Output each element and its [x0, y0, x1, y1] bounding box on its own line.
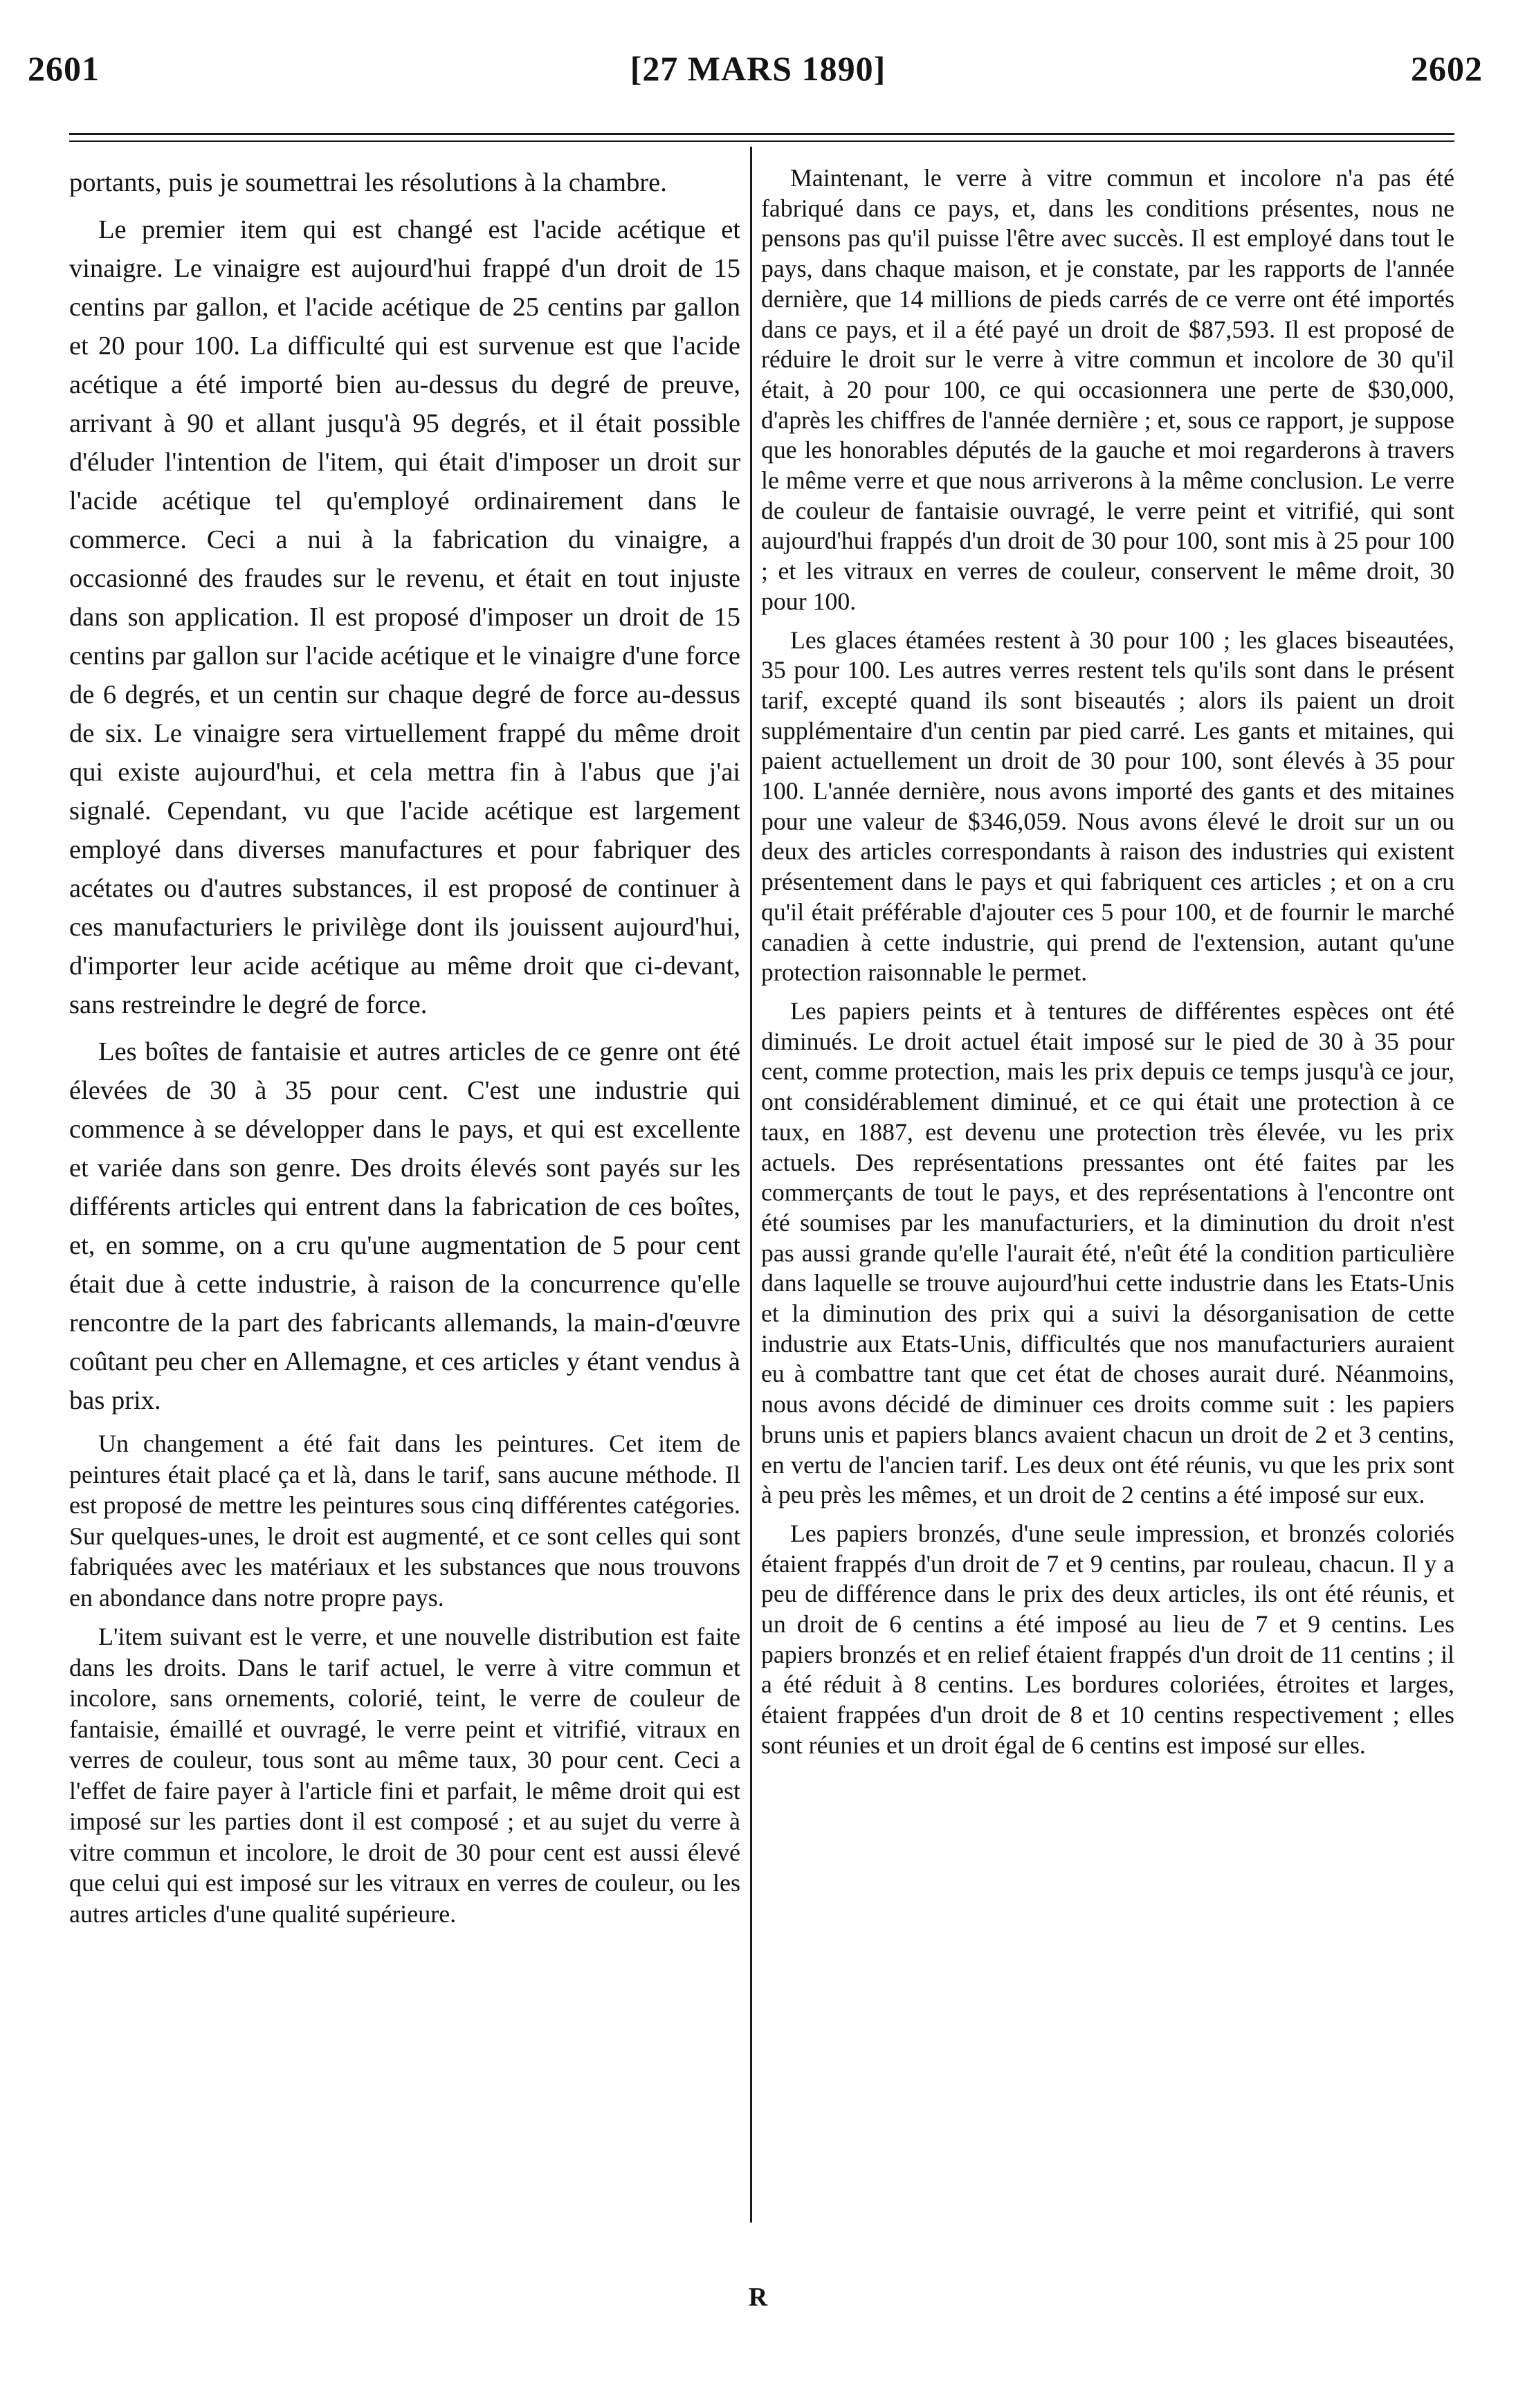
left-column — [69, 163, 740, 1937]
paragraph: Les papiers peints et à tentures de différentes espèces ont été diminués. Le droit actuel était imposé sur le pied de 30 à 35 pour cent, comme protection, mais les prix depuis ce temps jusqu'à ce jour, ont considérablement diminué, et ce qui était une protection à ce taux, en 1887, est devenu une protection très élevée, vu les prix actuels. Des représentations pressantes ont été faites par les commerçants de tout le pays, et des représentations à l'encontre ont été soumises par les manufacturiers, et la diminution du droit n'est pas aussi grande qu'elle l'aurait été, n'eût été la condition particulière dans laquelle se trouve aujourd'hui cette industrie dans les Etats-Unis et la diminution des prix qui a suivi la désorganisation de cette industrie aux Etats-Unis, difficultés que nos manufacturiers auraient eu à combattre tant que cet état de choses aurait duré. Néanmoins, nous avons décidé de diminuer ces droits comme suit : les papiers bruns unis et papiers blancs avaient chacun un droit de 2 et 3 centins, en vertu de l'ancien tarif. Les deux ont été réunis, vu que les prix sont à peu près les mêmes, et un droit de 2 centins a été imposé sur eux. — [761, 996, 1454, 1509]
right-column — [761, 163, 1454, 1769]
paragraph: Maintenant, le verre à vitre commun et incolore n'a pas été fabriqué dans ce pays, et, dans les conditions présentes, nous ne pensons pas qu'il puisse l'être avec succès. Il est employé dans tout le pays, dans chaque maison, et je constate, par les rapports de l'année dernière, que 14 millions de pieds carrés de ce verre ont été importés dans ce pays, et il a été payé un droit de $87,593. Il est proposé de réduire le droit sur le verre à vitre commun et incolore de 30 qu'il était, à 20 pour 100, ce qui occasionnera une perte de $30,000, d'après les chiffres de l'année dernière ; et, sous ce rapport, je suppose que les honorables députés de la gauche et moi regarderons à travers le même verre et que nous arriverons à la même conclusion. Le verre de couleur de fantaisie ouvragé, le verre peint et vitrifié, qui sont aujourd'hui frappés d'un droit de 30 pour 100, sont mis à 25 pour 100 ; et les vitraux en verres de couleur, conservent le même droit, 30 pour 100. — [761, 164, 1454, 615]
paragraph: portants, puis je soumettrai les résolutions à la chambre. — [69, 168, 667, 197]
header-rule — [69, 133, 1454, 135]
paragraph: Un changement a été fait dans les peintures. Cet item de peintures était placé ça et là, dans le tarif, sans aucune méthode. Il est proposé de mettre les peintures sous cinq différentes catégories. Sur quelques-unes, le droit est augmenté, et ce sont celles qui sont fabriquées avec les matériaux et les substances que nous trouvons en abondance dans notre propre pays. — [69, 1430, 740, 1612]
paragraph: Les papiers bronzés, d'une seule impression, et bronzés coloriés étaient frappés d'un droit de 7 et 9 centins, par rouleau, chacun. Il y a peu de différence dans le prix des deux articles, ils ont été réunis, et un droit de 6 centins a été imposé au lieu de 7 et 9 centins. Les papiers bronzés et en relief étaient frappés d'un droit de 11 centins ; il a été réduit à 8 centins. Les bordures coloriées, étroites et larges, étaient frappées d'un droit de 8 et 10 centins respectivement ; elles sont réunies et un droit égal de 6 centins est imposé sur elles. — [761, 1519, 1454, 1759]
header-rule-secondary — [69, 140, 1454, 142]
page-number-right: 2602 — [1411, 49, 1483, 88]
column-divider — [750, 147, 752, 2223]
page-header — [0, 48, 1516, 104]
signature-mark: R — [748, 2283, 768, 2312]
issue-date: [27 MARS 1890] — [630, 49, 886, 88]
page-number-left: 2601 — [28, 49, 100, 88]
paragraph: L'item suivant est le verre, et une nouvelle distribution est faite dans les droits. Dans le tarif actuel, le verre à vitre commun et incolore, sans ornements, colorié, teint, le verre de couleur de fantaisie, émaillé et ouvragé, le verre peint et vitrifié, vitraux en verres de couleur, tous sont au même taux, 30 pour cent. Ceci a l'effet de faire payer à l'article fini et parfait, le même droit qui est imposé sur les parties dont il est composé ; et au sujet du verre à vitre commun et incolore, le droit de 30 pour cent est aussi élevé que celui qui est imposé sur les vitraux en verres de couleur, ou les autres articles d'une qualité supérieure. — [69, 1623, 740, 1928]
paragraph: Les boîtes de fantaisie et autres articles de ce genre ont été élevées de 30 à 35 pour cent. C'est une industrie qui commence à se développer dans le pays, et qui est excellente et variée dans son genre. Des droits élevés sont payés sur les différents articles qui entrent dans la fabrication de ces boîtes, et, en somme, on a cru qu'une augmentation de 5 pour cent était due à cette industrie, à raison de la concurrence qu'elle rencontre de la part des fabricants allemands, la main-d'œuvre coûtant peu cher en Allemagne, et ces articles y étant vendus à bas prix. — [69, 1037, 740, 1415]
paragraph: Le premier item qui est changé est l'acide acétique et vinaigre. Le vinaigre est aujourd'hui frappé d'un droit de 15 centins par gallon, et l'acide acétique de 25 centins par gallon et 20 pour 100. La difficulté qui est survenue est que l'acide acétique a été importé bien au-dessus du degré de preuve, arrivant à 90 et allant jusqu'à 95 degrés, et il était possible d'éluder l'intention de l'item, qui était d'imposer un droit sur l'acide acétique tel qu'employé ordinairement dans le commerce. Ceci a nui à la fabrication du vinaigre, a occasionné des fraudes sur le revenu, et était en tout injuste dans son application. Il est proposé d'imposer un droit de 15 centins par gallon sur l'acide acétique et le vinaigre d'une force de 6 degrés, et un centin sur chaque degré de force au-dessus de six. Le vinaigre sera virtuellement frappé du même droit qui existe aujourd'hui, et cela mettra fin à l'abus que j'ai signalé. Cependant, vu que l'acide acétique est largement employé dans diverses manufactures et pour fabriquer des acétates ou d'autres substances, il est proposé de continuer à ces manufacturiers le privilège dont ils jouissent aujourd'hui, d'importer leur acide acétique au même droit que ci-devant, sans restreindre le degré de force. — [69, 215, 740, 1019]
paragraph: Les glaces étamées restent à 30 pour 100 ; les glaces biseautées, 35 pour 100. Les autres verres restent tels qu'ils sont dans le présent tarif, excepté quand ils sont biseautés ; alors ils paient un droit supplémentaire d'un centin par pied carré. Les gants et mitaines, qui paient actuellement un droit de 30 pour 100, sont élevés à 35 pour 100. L'année dernière, nous avons importé des gants et des mitaines pour une valeur de $346,059. Nous avons élevé le droit sur un ou deux des articles correspondants à raison des industries qui existent présentement dans le pays et qui fabriquent ces articles ; et on a cru qu'il était préférable d'ajouter ces 5 pour 100, et de fournir le marché canadien à cette industrie, qui prend de l'extension, autant qu'une protection raisonnable le permet. — [761, 626, 1454, 987]
